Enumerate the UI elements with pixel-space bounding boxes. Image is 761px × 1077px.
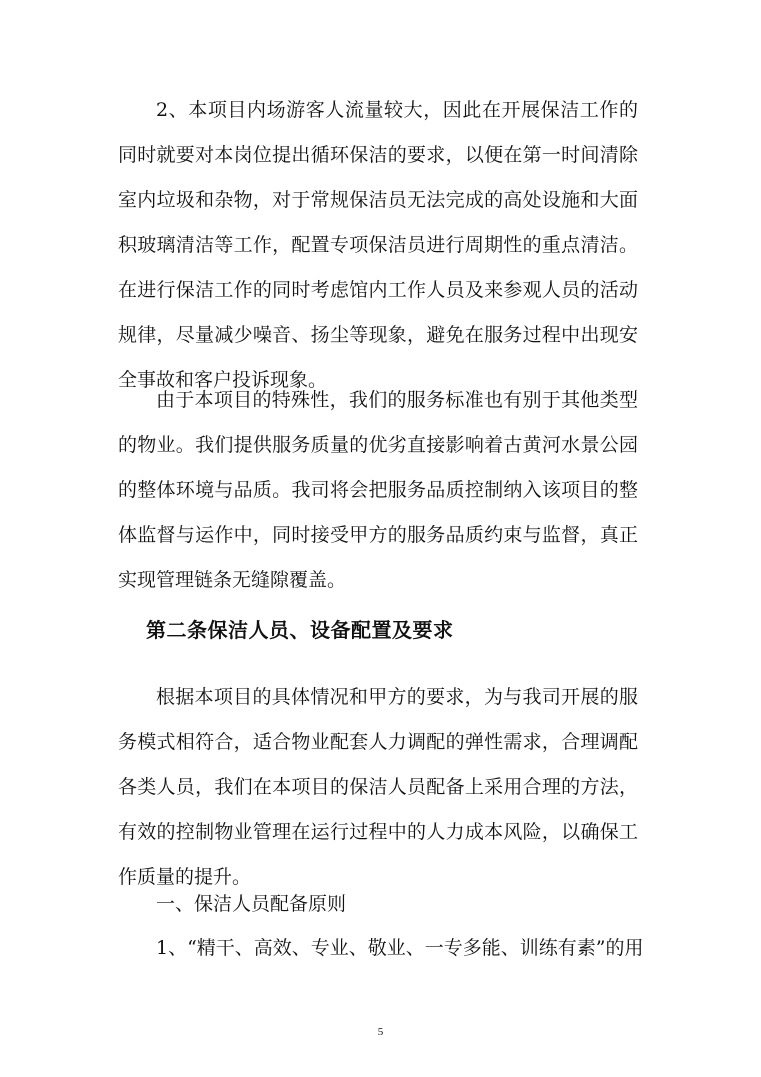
list-item-1: 1、“精干、高效、专业、敬业、一专多能、训练有素”的用 <box>156 937 644 959</box>
section-heading: 第二条保洁人员、设备配置及要求 <box>146 618 454 642</box>
paragraph-staffing-approach <box>118 675 638 900</box>
paragraph-text: 根据本项目的具体情况和甲方的要求，为与我司开展的服务模式相符合，适合物业配套人力调配的弹性需求，合理调配各类人员，我们在本项目的保洁人员配备上采用合理的方法，有效的控制物业管理在运行过程中的人力成本风险，以确保工作质量的提升。 <box>118 686 638 888</box>
page-number: 5 <box>377 1026 384 1038</box>
paragraph-text: 由于本项目的特殊性，我们的服务标准也有别于其他类型的物业。我们提供服务质量的优劣直接影响着古黄河水景公园的整体环境与品质。我司将会把服务品质控制纳入该项目的整体监督与运作中，同时接受甲方的服务品质约束与监督，真正实现管理链条无缝隙覆盖。 <box>118 389 638 591</box>
subheading-staffing-principles: 一、保洁人员配备原则 <box>156 893 347 915</box>
paragraph-cleaning-requirements <box>118 88 638 403</box>
paragraph-service-standard <box>118 378 638 603</box>
paragraph-text: 2、本项目内场游客人流量较大，因此在开展保洁工作的同时就要对本岗位提出循环保洁的要求，以便在第一时间清除室内垃圾和杂物，对于常规保洁员无法完成的高处设施和大面积玻璃清洁等工作，配置专项保洁员进行周期性的重点清洁。在进行保洁工作的同时考虑馆内工作人员及来参观人员的活动规律，尽量减少噪音、扬尘等现象，避免在服务过程中出现安全事故和客户投诉现象。 <box>118 99 638 391</box>
